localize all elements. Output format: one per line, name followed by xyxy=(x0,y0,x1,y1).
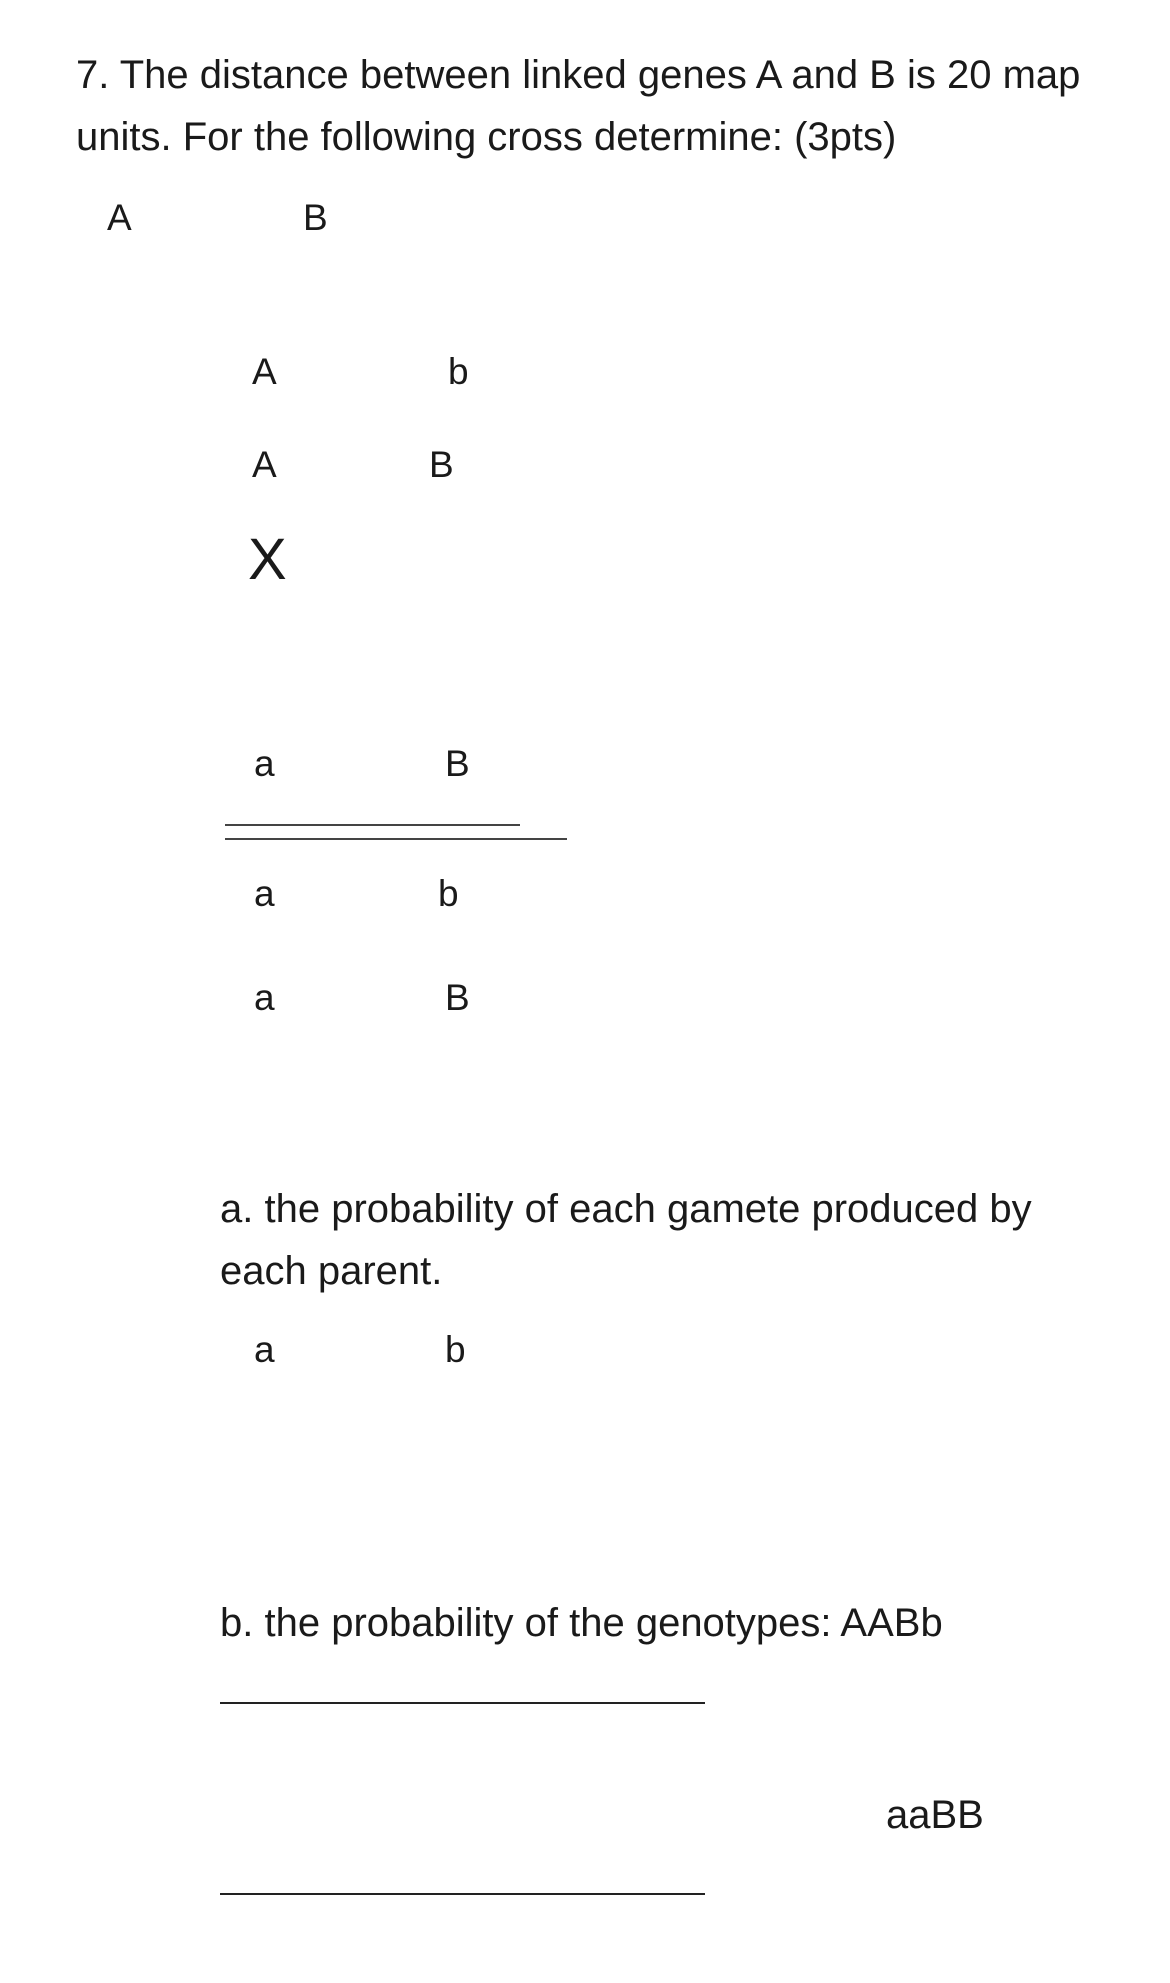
gene-header-b: B xyxy=(303,197,328,238)
parent2-row3-left-allele: a xyxy=(254,977,275,1018)
parent2-row2-right-allele: b xyxy=(438,873,459,914)
parent1-row2-right-allele: B xyxy=(429,444,454,485)
parent2-row3-right-allele: B xyxy=(445,977,470,1018)
part-b: b. the probability of the genotypes: AABb xyxy=(220,1601,943,1645)
chromosome-line-lower xyxy=(225,838,567,840)
question-line-2: units. For the following cross determine: (3pts) xyxy=(76,115,897,159)
answer-blank-aabb[interactable] xyxy=(220,1702,705,1704)
question-7 xyxy=(76,44,1116,168)
part-a-line-2: each parent. xyxy=(220,1249,443,1293)
part-a-line-1: a. the probability of each gamete produced by xyxy=(220,1187,1032,1231)
cross-symbol: X xyxy=(248,527,287,592)
answer-blank-aabb-2[interactable] xyxy=(220,1893,705,1895)
parent1-row1-right-allele: b xyxy=(448,351,469,392)
chromosome-line-upper xyxy=(225,824,520,826)
part-a xyxy=(220,1178,1120,1302)
question-line-1: 7. The distance between linked genes A and B is 20 map xyxy=(76,53,1081,97)
parent1-row1-left-allele: A xyxy=(252,351,277,392)
parent2-row1-left-allele: a xyxy=(254,743,275,784)
genotype-aabb-label: aaBB xyxy=(886,1793,984,1837)
gene-header-a: A xyxy=(107,197,132,238)
extra-row-left-allele: a xyxy=(254,1329,275,1370)
parent1-row2-left-allele: A xyxy=(252,444,277,485)
parent2-row1-right-allele: B xyxy=(445,743,470,784)
parent2-row2-left-allele: a xyxy=(254,873,275,914)
extra-row-right-allele: b xyxy=(445,1329,466,1370)
